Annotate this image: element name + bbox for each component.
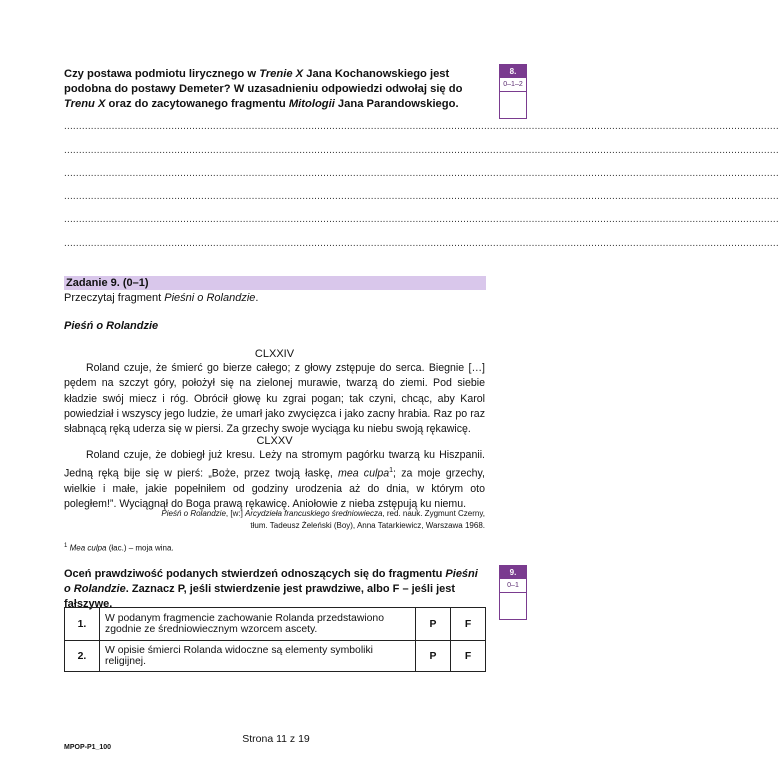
q8-text-part: Jana Parandowskiego. [334,98,459,110]
q8-text-part: Czy postawa podmiotu lirycznego w [64,68,260,80]
poem-title: Pieśń o Rolandzie [64,320,159,332]
statement-text: W opisie śmierci Rolanda widoczne są elementy symboliki religijnej. [100,641,416,672]
source-italic: Arcydzieła francuskiego średniowiecza [245,509,383,518]
section-heading-1: CLXXIV [254,348,295,360]
footnote-number: 1 [64,543,68,549]
source-text: , [w:] [225,509,246,518]
true-option[interactable]: P [416,641,451,672]
answer-line[interactable]: ................................................................................................................................................................................................................................................ [64,168,779,179]
q8-text-italic: Trenu X [64,98,106,110]
score-box-blank[interactable] [500,92,526,118]
statement-text: W podanym fragmencie zachowanie Rolanda przedstawiono zgodnie ze średniowiecznym wzorcem ascety. [100,608,416,641]
source-text: tłum. Tadeusz Żeleński (Boy), Anna Tatarkiewicz, Warszawa 1968. [250,521,485,530]
task-9-title: Zadanie 9. (0–1) [66,277,149,289]
instruction-part: Przeczytaj fragment [64,292,165,304]
task-9-statement-instruction [64,567,485,612]
footnote-italic: Mea culpa [69,543,107,553]
source-citation [64,508,485,532]
instruction-italic: Pieśni o Rolandzie [64,568,478,595]
true-option[interactable]: P [416,608,451,641]
answer-line[interactable]: ................................................................................................................................................................................................................................................ [64,191,779,202]
task-9-instruction [64,291,258,306]
poem-text: Roland czuje, że dobiegł już kresu. Leży na stromym pagórku twarzą ku Hiszpanii. Jedną ręką bije się w pierś: „Boże, przez twoją łaskę, [64,449,485,480]
section-heading-2: CLXXV [256,435,293,447]
answer-line[interactable]: ................................................................................................................................................................................................................................................ [64,145,779,156]
answer-line[interactable]: ................................................................................................................................................................................................................................................ [64,238,779,249]
q8-text-part: Jana Kochanowskiego jest podobna do postawy Demeter? W uzasadnieniu odpowiedzi odwołaj się do [64,68,463,95]
poem-paragraph [64,448,485,513]
false-option[interactable]: F [451,641,486,672]
score-box-9 [499,565,527,620]
instruction-part: . Zaznacz P, jeśli stwierdzenie jest prawdziwe, albo F – jeśli jest fałszywe. [64,583,456,610]
table-row [65,641,486,672]
footnote-marker: 1 [389,467,394,475]
poem-section-2 [64,448,485,513]
exam-code: MPOP-P1_100 [64,744,112,751]
false-option[interactable]: F [451,608,486,641]
true-false-table [64,607,486,672]
answer-line[interactable]: ................................................................................................................................................................................................................................................ [64,121,779,132]
answer-line[interactable]: ................................................................................................................................................................................................................................................ [64,214,779,225]
source-italic: Pieśń o Rolandzie [161,509,226,518]
page-number: Strona 11 z 19 [242,733,310,745]
row-number: 1. [65,608,100,641]
instruction-italic: Pieśni o Rolandzie [164,292,256,304]
footnote [64,543,174,553]
score-box-blank[interactable] [500,593,526,619]
instruction-part: . [255,292,259,304]
score-box-8 [499,64,527,119]
poem-italic: mea culpa [338,467,390,480]
score-box-points: 0–1–2 [500,78,526,92]
score-box-number: 9. [500,566,526,579]
poem-paragraph: Roland czuje, że śmierć go bierze całego; z głowy zstępuje do serca. Biegnie […] pędem na szczyt góry, położył się na zielonej murawie, twarzą do ziemi. Pod siebie kładzie swój miecz i róg. Obrócił głowę ku zgrai pogan; tak czyni, chcąc, aby Karol powiedział i wszyscy jego ludzie, że umarł jako zwycięzca i jako zacny hrabia. Raz po raz słabnącą ręką uderza się w piersi. Za grzechy swoje wyciąga ku niebu swoją rękawicę. [64,362,485,436]
q8-text-italic: Trenie X [259,68,304,80]
row-number: 2. [65,641,100,672]
poem-section-1 [64,361,485,437]
table-row [65,608,486,641]
score-box-points: 0–1 [500,579,526,593]
q8-text-part: oraz do zacytowanego fragmentu [105,98,289,110]
question-8-text [64,67,484,112]
footnote-text: (łac.) – moja wina. [106,543,174,553]
poem-text: ; za moje grzechy, wielkie i małe, jakie popełniłem od godziny urodzenia aż do dnia, w którym oto poległem!”. Wyciągnął do Boga prawą rękawicę. Aniołowie z nieba zstępują ku niemu. [64,467,485,511]
source-text: , red. nauk. Zygmunt Czerny, [382,509,485,518]
score-box-number: 8. [500,65,526,78]
instruction-part: Oceń prawdziwość podanych stwierdzeń odnoszących się do fragmentu [64,568,446,580]
q8-text-italic: Mitologii [288,98,335,110]
